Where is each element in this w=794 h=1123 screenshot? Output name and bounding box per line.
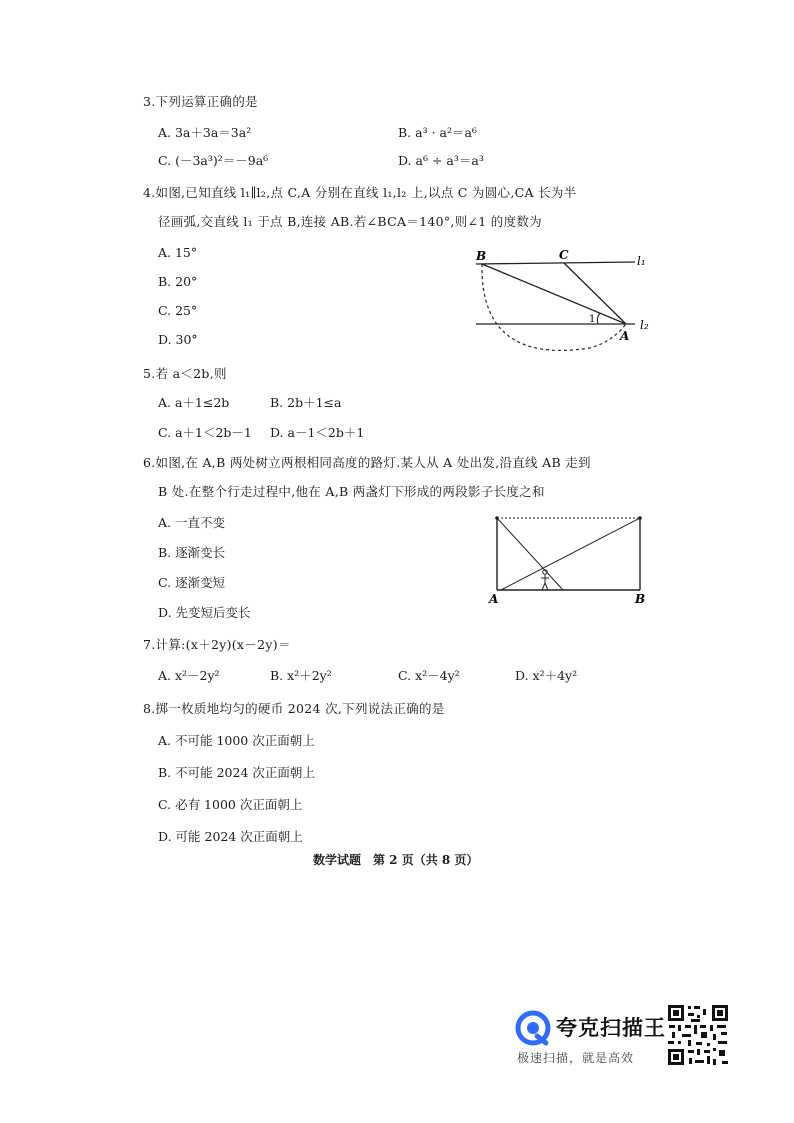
q7-stem: 7.计算:(x＋2y)(x－2y)＝: [143, 637, 291, 652]
q8-option-d: D. 可能 2024 次正面朝上: [158, 829, 303, 844]
q4-figure: [460, 245, 670, 360]
q4-option-a: A. 15°: [158, 245, 198, 260]
q6-option-a: A. 一直不变: [158, 515, 225, 530]
label-l2: l₂: [640, 318, 649, 332]
q3-option-a: A. 3a＋3a＝3a²: [158, 125, 252, 140]
q7-option-b: B. x²＋2y²: [270, 668, 332, 683]
label-b: B: [635, 592, 646, 606]
q4-option-b: B. 20°: [158, 274, 198, 289]
q3-option-b: B. a³ · a²＝a⁶: [398, 125, 477, 140]
q7-option-c: C. x²－4y²: [398, 668, 460, 683]
q8-option-b: B. 不可能 2024 次正面朝上: [158, 765, 315, 780]
q3-option-d: D. a⁶ ÷ a³＝a³: [398, 153, 484, 168]
q4-stem-line1: 4.如图,已知直线 l₁∥l₂,点 C,A 分别在直线 l₁,l₂ 上,以点 C 为圆心,CA 长为半: [143, 185, 577, 200]
q7-option-a: A. x²－2y²: [158, 668, 220, 683]
q5-stem: 5.若 a＜2b,则: [143, 366, 227, 381]
q8-stem: 8.掷一枚质地均匀的硬币 2024 次,下列说法正确的是: [143, 701, 445, 716]
label-l1: l₁: [637, 254, 646, 268]
q8-option-a: A. 不可能 1000 次正面朝上: [158, 733, 315, 748]
scanner-logo-icon: [515, 1010, 551, 1046]
qr-code-icon: [666, 1003, 730, 1067]
q5-option-d: D. a－1＜2b＋1: [270, 425, 365, 440]
label-b: B: [476, 249, 487, 263]
angle-1-mark: [597, 313, 600, 324]
q5-option-a: A. a＋1≤2b: [158, 395, 230, 410]
label-a: A: [620, 329, 630, 343]
q4-stem-line2: 径画弧,交直线 l₁ 于点 B,连接 AB.若∠BCA＝140°,则∠1 的度数为: [158, 214, 542, 229]
q6-stem-line2: B 处.在整个行走过程中,他在 A,B 两盏灯下形成的两段影子长度之和: [158, 484, 545, 499]
line-l1: [476, 262, 635, 264]
page-footer: 数学试题 第 2 页（共 8 页）: [313, 853, 479, 867]
q6-figure: [485, 510, 655, 610]
lamp-a: [495, 516, 499, 520]
q3-option-c: C. (－3a³)²＝－9a⁶: [158, 153, 269, 168]
q4-option-c: C. 25°: [158, 303, 198, 318]
watermark-title: 夸克扫描王: [556, 1016, 666, 1040]
q6-stem-line1: 6.如图,在 A,B 两处树立两根相同高度的路灯.某人从 A 处出发,沿直线 AB 走到: [143, 455, 591, 470]
lamp-b: [638, 516, 642, 520]
label-angle-1: 1: [589, 314, 596, 325]
ray-from-a-lamp: [497, 518, 563, 590]
arc-dashed: [482, 264, 626, 350]
label-c: C: [559, 248, 569, 262]
watermark-subtitle: 极速扫描，就是高效: [517, 1051, 635, 1065]
q5-option-c: C. a＋1＜2b－1: [158, 425, 252, 440]
q8-option-c: C. 必有 1000 次正面朝上: [158, 797, 303, 812]
q6-option-c: C. 逐渐变短: [158, 575, 226, 590]
segment-ba: [482, 264, 626, 324]
q5-option-b: B. 2b＋1≤a: [270, 395, 342, 410]
q4-option-d: D. 30°: [158, 332, 198, 347]
ray-from-b-lamp: [501, 518, 640, 590]
q6-option-b: B. 逐渐变长: [158, 545, 226, 560]
q7-option-d: D. x²＋4y²: [515, 668, 578, 683]
q3-stem: 3.下列运算正确的是: [143, 94, 258, 109]
label-a: A: [489, 592, 499, 606]
q6-option-d: D. 先变短后变长: [158, 605, 251, 620]
